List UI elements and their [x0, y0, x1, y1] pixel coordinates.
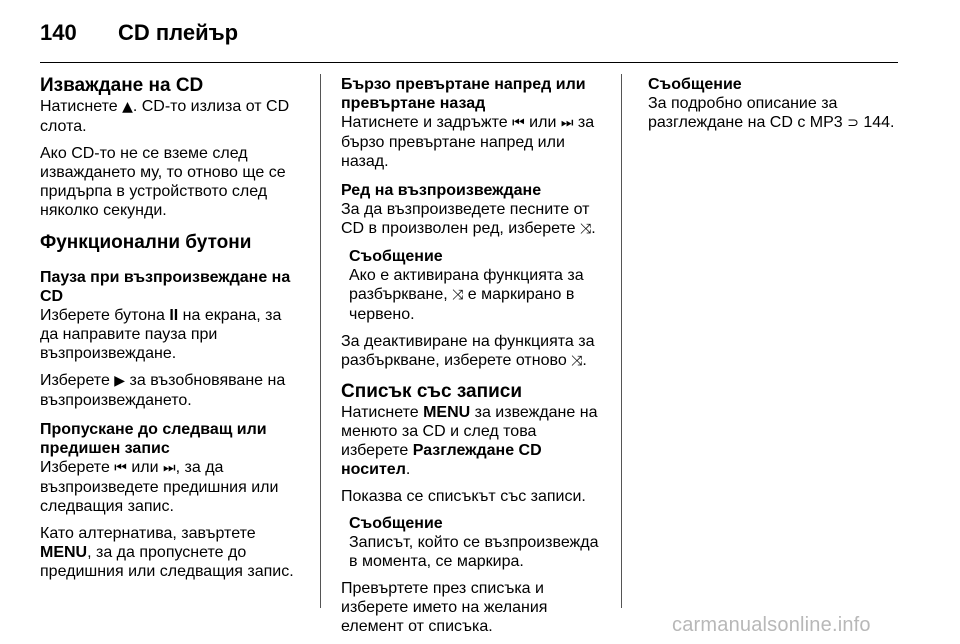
previous-track-icon: ⏮ — [512, 115, 525, 131]
subheading-fast-forward: Бързо превъртане напред или превъртане назад — [341, 76, 586, 112]
eject-icon: ▲ — [122, 99, 133, 115]
note-title: Съобщение — [349, 515, 443, 532]
page-header — [40, 18, 900, 48]
pause-icon: II — [169, 307, 179, 324]
column-1 — [40, 75, 302, 589]
paragraph: Показва се списъкът със записи. — [341, 488, 586, 505]
menu-label: MENU — [40, 544, 88, 561]
page-reference-icon: ⊃ — [847, 115, 859, 131]
paragraph: Ако CD-то не се вземе след изваждането му, то отново ще се придърпа в устройството след няколко секунди. — [40, 145, 286, 219]
note-block: Съобщение Ако е активирана функцията за разбъркване, ⤨ е маркирано в червено. — [341, 247, 603, 324]
watermark: carmanualsonline.info — [672, 614, 871, 636]
shuffle-icon: ⤨ — [580, 221, 592, 237]
paragraph: За да възпроизведете песните от CD в произволен ред, изберете ⤨. — [341, 201, 596, 237]
menu-label: MENU — [423, 404, 471, 421]
note-block: Съобщение За подробно описание за разглеждане на CD с MP3 ⊃ 144. — [648, 75, 898, 133]
column-2 — [341, 75, 603, 644]
page-number: 140 — [40, 20, 77, 45]
note-title: Съобщение — [349, 248, 443, 265]
paragraph: Превъртете през списъка и изберете името на желания елемент от списъка. — [341, 580, 548, 635]
column-3 — [648, 75, 898, 133]
header-rule — [40, 62, 898, 63]
paragraph: Изберете бутона II на екрана, за да направите пауза при възпроизвеждане. — [40, 307, 282, 362]
paragraph: Натиснете ▲. CD-то излиза от CD слота. — [40, 98, 290, 135]
paragraph: Като алтернатива, завъртете MENU, за да пропуснете до предишния или следващия запис. — [40, 525, 294, 580]
paragraph: Натиснете и задръжте ⏮ или ⏭ за бързо превъртане напред или назад. — [341, 114, 595, 170]
column-divider — [320, 74, 321, 608]
column-divider — [621, 74, 622, 608]
menu-item-browse-cd: Разглеждане CD носител — [341, 442, 542, 478]
section-heading-track-list: Списък със записи — [341, 381, 523, 402]
play-icon: ▶ — [114, 373, 126, 389]
subheading-pause: Пауза при възпроизвеждане на CD — [40, 269, 291, 305]
previous-track-icon: ⏮ — [114, 460, 127, 476]
note-block: Съобщение Записът, който се възпроизвежда в момента, се маркира. — [341, 514, 603, 571]
subheading-skip: Пропускане до следващ или предишен запис — [40, 421, 267, 457]
next-track-icon: ⏭ — [560, 115, 574, 131]
note-title: Съобщение — [648, 76, 742, 93]
paragraph: За деактивиране на функцията за разбъркване, изберете отново ⤨. — [341, 333, 595, 369]
page-title: CD плейър — [118, 20, 239, 45]
paragraph: Изберете ▶ за възобновяване на възпроизвеждането. — [40, 372, 286, 409]
shuffle-icon: ⤨ — [571, 353, 583, 369]
paragraph: Натиснете MENU за извеждане на менюто за CD и след това изберете Разглеждане CD носител. — [341, 404, 598, 478]
next-track-icon: ⏭ — [163, 460, 176, 476]
subheading-play-order: Ред на възпроизвеждане — [341, 182, 542, 199]
section-heading-functions: Функционални бутони — [40, 232, 252, 253]
paragraph: Изберете ⏮ или ⏭, за да възпроизведете предишния или следващия запис. — [40, 459, 279, 515]
shuffle-icon: ⤨ — [452, 287, 464, 303]
section-heading-eject: Изваждане на CD — [40, 75, 204, 96]
